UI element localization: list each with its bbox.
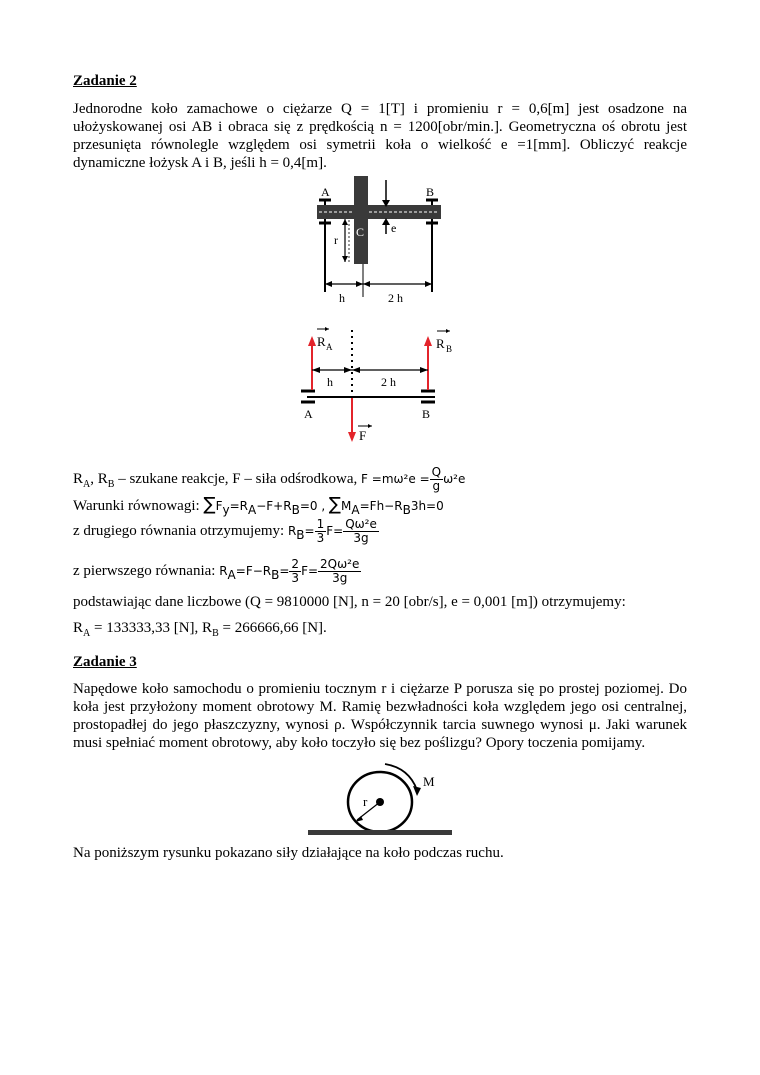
res-ra-val: = 133333,33 [N], bbox=[90, 620, 203, 636]
eq-f-lhs: F =mω²e = bbox=[361, 471, 430, 486]
z3-line-4: musi spełniać moment obrotowy, aby koło toczyło się bez poślizgu? Opory toczenia pomijamy. bbox=[73, 735, 646, 751]
res-rb-sub: B bbox=[212, 628, 219, 639]
zadanie-3-text bbox=[73, 680, 687, 752]
eq-f-den: g bbox=[432, 479, 441, 493]
warunki-line bbox=[73, 494, 444, 517]
final-sentence: Na poniższym rysunku pokazano siły działające na koło podczas ruchu. bbox=[73, 845, 504, 861]
fig1-label-e: e bbox=[391, 221, 397, 235]
eq-sum1-rest: =R bbox=[229, 499, 248, 513]
fig2-label-a: A bbox=[304, 407, 313, 421]
fig1-label-r: r bbox=[334, 233, 338, 247]
fig1-label-b: B bbox=[426, 185, 435, 199]
pierwsze-label: z pierwszego równania: bbox=[73, 562, 216, 579]
legend-line bbox=[73, 466, 465, 493]
eq-sum2-rest: =Fh−R bbox=[359, 499, 403, 513]
force-diagram-figure bbox=[295, 322, 465, 447]
fig1-label-2h: 2 h bbox=[388, 291, 403, 305]
eq-ra-lhs: R bbox=[219, 563, 228, 578]
eq-ra-f1d: 3 bbox=[291, 571, 300, 585]
eq-ra-eq: = bbox=[279, 563, 290, 578]
eq-ra-mid: =F−R bbox=[235, 563, 272, 578]
eq-sum1-end: =0 , bbox=[299, 499, 326, 513]
warunki-label: Warunki równowagi: bbox=[73, 498, 200, 514]
fig2-label-b: B bbox=[422, 407, 431, 421]
sum-icon-2: ∑ bbox=[328, 494, 342, 515]
res-rb: R bbox=[202, 620, 213, 636]
fig2-label-ra: R bbox=[317, 334, 326, 349]
eq-rb-f1n: 1 bbox=[316, 517, 325, 531]
fig2-label-ra-sub: A bbox=[326, 342, 333, 352]
res-ra: R bbox=[73, 620, 84, 636]
result-line bbox=[73, 620, 327, 639]
eq-rb-eq: = bbox=[304, 523, 315, 538]
zadanie-3-heading: Zadanie 3 bbox=[73, 654, 137, 670]
eq-sum1: F bbox=[215, 499, 223, 513]
eq-rb-f2n: Qω²e bbox=[345, 517, 377, 531]
fig2-label-2h: 2 h bbox=[381, 375, 396, 389]
res-ra-sub: A bbox=[83, 628, 91, 639]
legend-ra: R bbox=[73, 470, 84, 487]
z2-line-1: Jednorodne koło zamachowe o ciężarze Q = 1[T] i promieniu r = 0,6[m] jest osadzone na bbox=[73, 101, 687, 117]
eq-f-rhs: ω²e bbox=[443, 471, 466, 486]
eq-ra-frac2 bbox=[318, 558, 361, 585]
legend-text: – szukane reakcje, F – siła odśrodkowa, bbox=[118, 470, 358, 487]
eq-ra-frac1 bbox=[289, 558, 301, 585]
eq-sum1-tail: −F+R bbox=[256, 499, 292, 513]
eq-ra-mid2: F= bbox=[301, 563, 319, 578]
eq-rb-lhs-sub: B bbox=[296, 527, 305, 542]
eq-rb-f1d: 3 bbox=[316, 531, 325, 545]
podstawiajac-line: podstawiając dane liczbowe (Q = 9810000 [N], n = 20 [obr/s], e = 0,001 [m]) otrzymujemy: bbox=[73, 594, 626, 610]
eq-ra-f2n: 2Qω²e bbox=[320, 557, 360, 571]
eq-ra-f1n: 2 bbox=[291, 557, 300, 571]
fig1-label-h: h bbox=[339, 291, 345, 305]
eq-sum1-rest-sub: A bbox=[248, 503, 257, 517]
eq-ra-mid-sub: B bbox=[271, 567, 280, 582]
eq-rb-frac1 bbox=[315, 518, 327, 545]
eq-ra-lhs-sub: A bbox=[227, 567, 236, 582]
fig1-label-c: C bbox=[356, 225, 365, 239]
eq-sum2-sub: A bbox=[351, 503, 360, 517]
eq-rb-f2d: 3g bbox=[353, 531, 369, 545]
eq-f-num: Q bbox=[431, 465, 442, 479]
fig1-label-a: A bbox=[321, 185, 330, 199]
fig3-label-m: M bbox=[423, 774, 435, 789]
eq-rb-lhs: R bbox=[287, 523, 297, 538]
zadanie-2-heading: Zadanie 2 bbox=[73, 73, 137, 89]
pierwsze-line bbox=[73, 558, 361, 585]
eq-sum2-rest-sub: B bbox=[402, 503, 411, 517]
eq-sum2: M bbox=[341, 499, 352, 513]
z3-line-3: prostopadłej do jego płaszczyzny, wynosi ρ. Współczynnik tarcia suwnego wynosi μ. Jaki warunek bbox=[73, 717, 687, 733]
legend-rb-sub: B bbox=[107, 478, 115, 490]
legend-sep: , bbox=[90, 470, 98, 487]
zadanie-2-text bbox=[73, 100, 687, 172]
fig2-label-f: F bbox=[359, 428, 367, 443]
flywheel-shaft-figure bbox=[305, 172, 455, 307]
fig2-label-h: h bbox=[327, 375, 333, 389]
eq-sum1-sub: y bbox=[222, 503, 230, 517]
res-rb-val: = 266666,66 [N]. bbox=[218, 620, 327, 636]
fig3-label-r: r bbox=[363, 794, 368, 809]
legend-rb: R bbox=[97, 470, 108, 487]
eq-sum2-end: 3h=0 bbox=[410, 499, 444, 513]
legend-ra-sub: A bbox=[83, 478, 91, 490]
eq-rb-mid: F= bbox=[326, 523, 344, 538]
z2-line-4: dynamiczne łożysk A i B, jeśli h = 0,4[m]. bbox=[73, 155, 327, 171]
z3-line-1: Napędowe koło samochodu o promieniu tocznym r i ciężarze P porusza się po prostej poziomej. Do bbox=[73, 681, 687, 697]
z2-line-3: przesunięta równolegle względem osi symetrii koła o wielkość e =1[mm]. Obliczyć reakcje bbox=[73, 137, 687, 153]
drugie-line bbox=[73, 518, 379, 545]
wheel-figure bbox=[305, 758, 455, 838]
z3-line-2: koła jest przyłożony moment obrotowy M. Ramię bezwładności koła względem jego osi centralnej, bbox=[73, 699, 687, 715]
z2-line-2: ułożyskowanej osi AB i obraca się z prędkością n = 1200[obr/min.]. Geometryczna oś obrotu jest bbox=[73, 119, 687, 135]
eq-f-frac bbox=[430, 466, 443, 493]
fig2-label-rb-sub: B bbox=[446, 344, 453, 354]
sum-icon: ∑ bbox=[203, 494, 216, 515]
fig2-label-rb: R bbox=[436, 336, 445, 351]
eq-sum1-tail-sub: B bbox=[291, 503, 300, 517]
eq-ra-f2d: 3g bbox=[332, 571, 348, 585]
eq-rb-frac2 bbox=[343, 518, 379, 545]
drugie-label: z drugiego równania otrzymujemy: bbox=[73, 522, 285, 539]
